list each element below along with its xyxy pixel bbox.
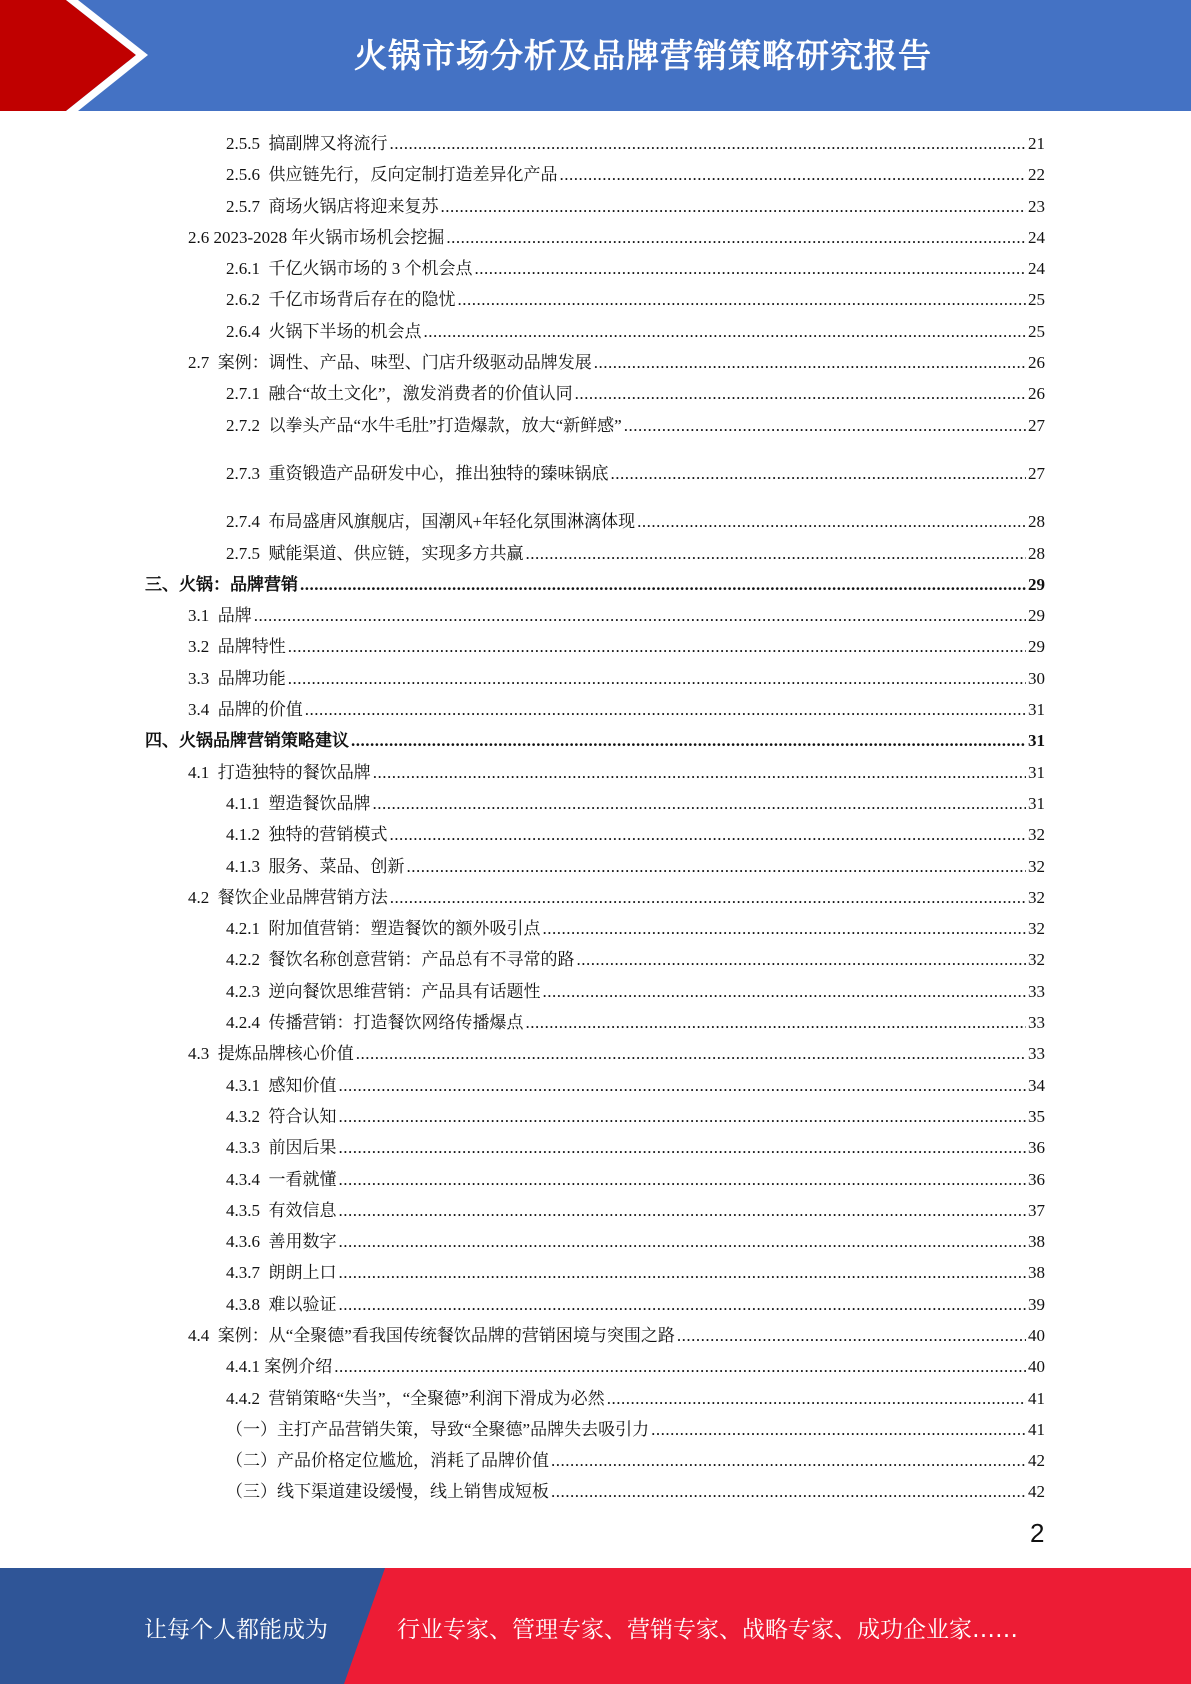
toc-entry[interactable]: [0, 1164, 1191, 1195]
toc-entry[interactable]: [0, 851, 1191, 882]
toc-leader-dots: [551, 1476, 1026, 1507]
toc-leader-dots: [424, 316, 1027, 347]
toc-entry-title: 2.6.1 千亿火锅市场的 3 个机会点: [226, 259, 473, 279]
toc-entry[interactable]: [0, 316, 1191, 347]
toc-entry[interactable]: [0, 1383, 1191, 1414]
toc-entry-page: 28: [1028, 512, 1045, 532]
toc-entry-title: 4.3.8 难以验证: [226, 1294, 337, 1314]
toc-entry-page: 33: [1028, 1044, 1045, 1064]
toc-leader-dots: [624, 410, 1026, 441]
toc-entry-title: 3.2 品牌特性: [188, 637, 286, 657]
toc-leader-dots: [441, 191, 1027, 222]
toc-leader-dots: [288, 631, 1026, 662]
toc-leader-dots: [611, 458, 1027, 489]
toc-entry[interactable]: [0, 882, 1191, 913]
toc-entry-page: 34: [1028, 1075, 1045, 1095]
toc-entry-page: 22: [1028, 165, 1045, 185]
toc-leader-dots: [390, 882, 1026, 913]
toc-leader-dots: [339, 1132, 1027, 1163]
toc-leader-dots: [305, 694, 1026, 725]
toc-entry-page: 28: [1028, 543, 1045, 563]
toc-entry-title: 2.6.2 千亿市场背后存在的隐忧: [226, 290, 456, 310]
toc-entry-page: 29: [1028, 574, 1045, 594]
toc-leader-dots: [339, 1070, 1027, 1101]
toc-entry-page: 42: [1028, 1451, 1045, 1471]
toc-entry-page: 26: [1028, 353, 1045, 373]
toc-entry[interactable]: [0, 458, 1191, 489]
toc-entry-page: 40: [1028, 1325, 1045, 1345]
toc-entry[interactable]: [0, 191, 1191, 222]
toc-entry[interactable]: [0, 819, 1191, 850]
toc-entry-page: 40: [1028, 1357, 1045, 1377]
toc-leader-dots: [637, 506, 1026, 537]
toc-leader-dots: [334, 1351, 1026, 1382]
toc-entry-page: 42: [1028, 1482, 1045, 1502]
toc-entry-title: 4.1.2 独特的营销模式: [226, 825, 388, 845]
toc-leader-dots: [300, 569, 1026, 600]
toc-entry-title: 3.1 品牌: [188, 606, 252, 626]
toc-entry[interactable]: [0, 569, 1191, 600]
toc-entry[interactable]: [0, 757, 1191, 788]
toc-leader-dots: [339, 1257, 1027, 1288]
toc-entry[interactable]: [0, 253, 1191, 284]
table-of-contents: [0, 128, 1191, 1508]
toc-entry[interactable]: [0, 913, 1191, 944]
toc-leader-dots: [446, 222, 1026, 253]
toc-entry-page: 32: [1028, 825, 1045, 845]
toc-leader-dots: [356, 1038, 1026, 1069]
toc-leader-dots: [577, 944, 1027, 975]
toc-entry[interactable]: [0, 1476, 1191, 1507]
toc-entry-page: 24: [1028, 227, 1045, 247]
toc-leader-dots: [407, 851, 1027, 882]
toc-leader-dots: [288, 663, 1026, 694]
toc-entry-title: 三、火锅：品牌营销: [145, 574, 298, 594]
toc-leader-dots: [651, 1414, 1026, 1445]
toc-entry-page: 31: [1028, 700, 1045, 720]
toc-leader-dots: [339, 1164, 1027, 1195]
toc-entry-page: 30: [1028, 668, 1045, 688]
toc-leader-dots: [390, 819, 1027, 850]
toc-entry-title: 4.3.4 一看就懂: [226, 1169, 337, 1189]
toc-leader-dots: [339, 1289, 1027, 1320]
footer-slogan-left: 让每个人都能成为: [144, 1617, 328, 1643]
toc-entry-page: 33: [1028, 981, 1045, 1001]
toc-entry[interactable]: [0, 788, 1191, 819]
toc-entry-page: 37: [1028, 1200, 1045, 1220]
toc-leader-dots: [373, 757, 1026, 788]
toc-leader-dots: [677, 1320, 1026, 1351]
toc-entry-page: 25: [1028, 290, 1045, 310]
toc-entry-title: 4.3.5 有效信息: [226, 1200, 337, 1220]
toc-entry[interactable]: [0, 410, 1191, 441]
toc-entry-page: 35: [1028, 1106, 1045, 1126]
toc-entry[interactable]: [0, 663, 1191, 694]
toc-entry-title: 2.7 案例：调性、产品、味型、门店升级驱动品牌发展: [188, 353, 592, 373]
toc-entry[interactable]: [0, 378, 1191, 409]
toc-entry[interactable]: [0, 284, 1191, 315]
toc-entry-title: 4.2.4 传播营销：打造餐饮网络传播爆点: [226, 1013, 524, 1033]
toc-entry[interactable]: [0, 600, 1191, 631]
toc-leader-dots: [526, 1007, 1027, 1038]
toc-entry-title: 2.5.6 供应链先行，反向定制打造差异化产品: [226, 165, 558, 185]
toc-entry-page: 26: [1028, 384, 1045, 404]
toc-entry-title: 4.1.1 塑造餐饮品牌: [226, 793, 371, 813]
toc-entry-title: 4.1.3 服务、菜品、创新: [226, 856, 405, 876]
toc-entry-title: 4.2 餐饮企业品牌营销方法: [188, 887, 388, 907]
toc-entry[interactable]: [0, 1132, 1191, 1163]
toc-entry-title: 4.3.3 前因后果: [226, 1138, 337, 1158]
toc-leader-dots: [339, 1226, 1027, 1257]
toc-leader-dots: [543, 913, 1027, 944]
toc-entry-page: 29: [1028, 606, 1045, 626]
toc-entry-title: 2.7.3 重资锻造产品研发中心，推出独特的臻味锅底: [226, 463, 609, 483]
page-number: 2: [1030, 1518, 1045, 1548]
toc-entry[interactable]: [0, 725, 1191, 756]
toc-leader-dots: [339, 1195, 1027, 1226]
toc-entry-title: 2.6.4 火锅下半场的机会点: [226, 321, 422, 341]
toc-entry[interactable]: [0, 222, 1191, 253]
toc-entry-title: 四、火锅品牌营销策略建议: [145, 731, 349, 751]
toc-entry[interactable]: [0, 1101, 1191, 1132]
toc-entry-title: 2.7.1 融合“故土文化”，激发消费者的价值认同: [226, 384, 573, 404]
toc-entry[interactable]: [0, 538, 1191, 569]
toc-entry[interactable]: [0, 506, 1191, 537]
toc-entry[interactable]: [0, 944, 1191, 975]
toc-entry-title: 4.4 案例：从“全聚德”看我国传统餐饮品牌的营销困境与突围之路: [188, 1325, 675, 1345]
toc-entry[interactable]: [0, 1195, 1191, 1226]
toc-entry-page: 38: [1028, 1232, 1045, 1252]
toc-entry-page: 36: [1028, 1138, 1045, 1158]
toc-entry-title: 4.2.2 餐饮名称创意营销：产品总有不寻常的路: [226, 950, 575, 970]
toc-entry-page: 27: [1028, 463, 1045, 483]
toc-entry-title: 2.7.5 赋能渠道、供应链，实现多方共赢: [226, 543, 524, 563]
toc-entry-page: 24: [1028, 259, 1045, 279]
toc-entry[interactable]: [0, 1320, 1191, 1351]
toc-entry-page: 41: [1028, 1419, 1045, 1439]
toc-entry-page: 29: [1028, 637, 1045, 657]
toc-entry-title: 3.4 品牌的价值: [188, 700, 303, 720]
toc-entry[interactable]: [0, 976, 1191, 1007]
report-header: [0, 0, 1191, 111]
toc-entry[interactable]: [0, 347, 1191, 378]
toc-entry[interactable]: [0, 1038, 1191, 1069]
toc-entry-page: 38: [1028, 1263, 1045, 1283]
toc-entry[interactable]: [0, 1007, 1191, 1038]
toc-entry-title: 4.2.3 逆向餐饮思维营销：产品具有话题性: [226, 981, 541, 1001]
toc-entry[interactable]: [0, 1445, 1191, 1476]
toc-entry-title: 4.3 提炼品牌核心价值: [188, 1044, 354, 1064]
toc-entry-title: 2.5.7 商场火锅店将迎来复苏: [226, 196, 439, 216]
toc-entry-page: 32: [1028, 919, 1045, 939]
toc-entry[interactable]: [0, 1257, 1191, 1288]
toc-entry-title: （二）产品价格定位尴尬，消耗了品牌价值: [226, 1451, 549, 1471]
toc-entry-page: 39: [1028, 1294, 1045, 1314]
toc-leader-dots: [543, 976, 1027, 1007]
toc-entry-page: 31: [1028, 731, 1045, 751]
toc-entry-page: 31: [1028, 793, 1045, 813]
toc-entry[interactable]: [0, 1289, 1191, 1320]
toc-entry-page: 23: [1028, 196, 1045, 216]
toc-entry-title: （三）线下渠道建设缓慢，线上销售成短板: [226, 1482, 549, 1502]
toc-entry[interactable]: [0, 1070, 1191, 1101]
footer-banner: [0, 1568, 1191, 1684]
toc-leader-dots: [560, 159, 1027, 190]
toc-entry-title: 3.3 品牌功能: [188, 668, 286, 688]
toc-leader-dots: [390, 128, 1027, 159]
toc-entry-title: 4.2.1 附加值营销：塑造餐饮的额外吸引点: [226, 919, 541, 939]
toc-leader-dots: [254, 600, 1026, 631]
toc-leader-dots: [607, 1383, 1026, 1414]
toc-leader-dots: [551, 1445, 1026, 1476]
toc-entry[interactable]: [0, 1351, 1191, 1382]
toc-entry-page: 32: [1028, 856, 1045, 876]
toc-entry-page: 41: [1028, 1388, 1045, 1408]
toc-entry-title: 2.5.5 搞副牌又将流行: [226, 134, 388, 153]
toc-leader-dots: [458, 284, 1027, 315]
toc-entry-page: 25: [1028, 321, 1045, 341]
toc-entry-title: 2.7.2 以拳头产品“水牛毛肚”打造爆款，放大“新鲜感”: [226, 415, 622, 435]
toc-leader-dots: [594, 347, 1026, 378]
toc-entry-title: 4.4.1 案例介绍: [226, 1357, 333, 1377]
toc-entry-page: 33: [1028, 1013, 1045, 1033]
toc-leader-dots: [373, 788, 1027, 819]
report-title: 火锅市场分析及品牌营销策略研究报告: [354, 36, 932, 75]
toc-entry-title: 4.3.1 感知价值: [226, 1075, 337, 1095]
toc-entry[interactable]: [0, 1414, 1191, 1445]
toc-entry-page: 27: [1028, 415, 1045, 435]
toc-entry-title: （一）主打产品营销失策，导致“全聚德”品牌失去吸引力: [226, 1419, 650, 1439]
toc-entry-title: 2.6 2023-2028 年火锅市场机会挖掘: [188, 227, 445, 247]
toc-entry-title: 4.1 打造独特的餐饮品牌: [188, 762, 371, 782]
toc-entry-page: 21: [1028, 134, 1045, 153]
footer-slogan-right: 行业专家、管理专家、营销专家、战略专家、成功企业家……: [397, 1617, 1018, 1643]
toc-leader-dots: [475, 253, 1027, 284]
toc-entry-title: 4.3.6 善用数字: [226, 1232, 337, 1252]
toc-entry[interactable]: [0, 631, 1191, 662]
toc-entry-page: 31: [1028, 762, 1045, 782]
toc-entry[interactable]: [0, 159, 1191, 190]
toc-leader-dots: [575, 378, 1026, 409]
toc-entry-page: 32: [1028, 950, 1045, 970]
toc-entry[interactable]: [0, 694, 1191, 725]
toc-entry-title: 2.7.4 布局盛唐风旗舰店，国潮风+年轻化氛围淋漓体现: [226, 512, 636, 532]
toc-leader-dots: [351, 725, 1026, 756]
toc-leader-dots: [339, 1101, 1027, 1132]
toc-leader-dots: [526, 538, 1027, 569]
toc-entry-title: 4.4.2 营销策略“失当”，“全聚德”利润下滑成为必然: [226, 1388, 605, 1408]
toc-entry[interactable]: [0, 1226, 1191, 1257]
toc-entry-title: 4.3.7 朗朗上口: [226, 1263, 337, 1283]
toc-entry-page: 32: [1028, 887, 1045, 907]
toc-entry-page: 36: [1028, 1169, 1045, 1189]
toc-entry[interactable]: [0, 128, 1191, 159]
toc-entry-title: 4.3.2 符合认知: [226, 1106, 337, 1126]
